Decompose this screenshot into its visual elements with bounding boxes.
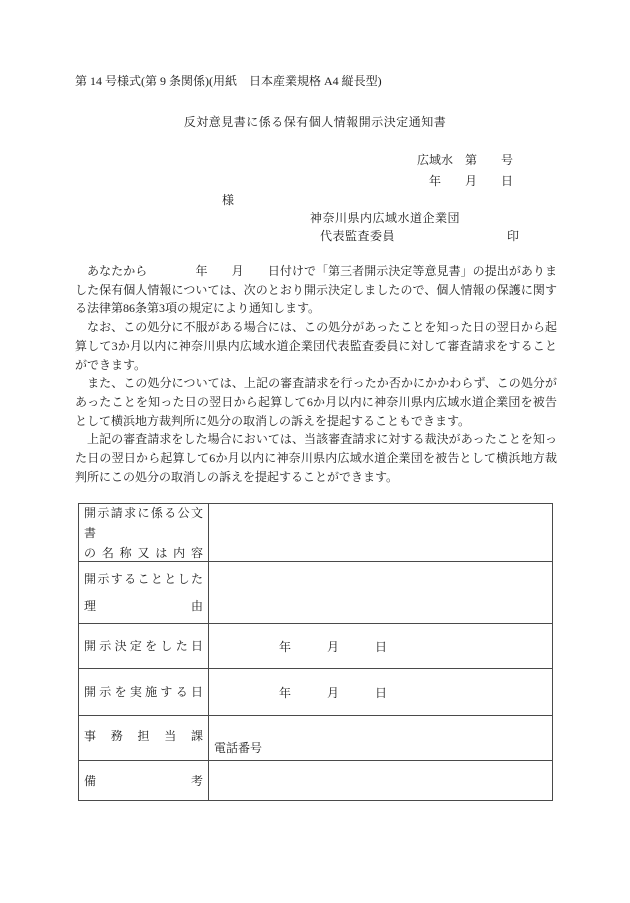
addressee-honorific: 様 bbox=[222, 193, 235, 207]
table-row-remarks bbox=[79, 760, 552, 800]
label-line: 開示決定をした日 bbox=[84, 639, 203, 653]
label-remarks bbox=[79, 761, 209, 800]
table-row-implementation-date bbox=[79, 668, 552, 715]
document-date-line: 年 月 日 bbox=[428, 174, 513, 188]
label-administrative-section bbox=[79, 716, 209, 760]
issuer-organization: 神奈川県内広域水道企業団 bbox=[310, 211, 461, 225]
label-line: 開示を実施する日 bbox=[84, 685, 203, 699]
document-title: 反対意見書に係る保有個人情報開示決定通知書 bbox=[183, 115, 447, 129]
value-administrative-section-phone: 電話番号 bbox=[214, 741, 263, 755]
document-number-line: 広域水 第 号 bbox=[416, 153, 513, 167]
value-remarks bbox=[209, 761, 552, 800]
label-line: 事務担当課 bbox=[84, 729, 203, 743]
seal-mark: 印 bbox=[507, 229, 520, 243]
body-paragraph-lawsuit: また、この処分については、上記の審査請求を行ったか否かにかかわらず、この処分があったことを知った日の翌日から起算して6か月以内に神奈川県内広域水道企業団を被告として横浜地方裁判所に処分の取消しの訴えを提起することもできます。 bbox=[75, 376, 557, 428]
table-row-document-name bbox=[79, 504, 552, 561]
label-decision-date bbox=[79, 624, 209, 668]
label-line: 開示請求に係る公文書 bbox=[84, 505, 203, 540]
issuer-role: 代表監査委員 bbox=[320, 229, 396, 243]
body-paragraph-notification: あなたから 年 月 日付けで「第三者開示決定等意見書」の提出がありました保有個人情報については、次のとおり開示決定しましたので、個人情報の保護に関する法律第86条第3項の規定により通知します。 bbox=[75, 264, 557, 316]
table-row-disclosure-reason bbox=[79, 561, 552, 623]
label-document-name bbox=[79, 504, 209, 561]
table-row-administrative-section bbox=[79, 715, 552, 760]
label-line: の名称又は内容 bbox=[84, 545, 203, 560]
label-line: 開示することとした bbox=[84, 571, 203, 586]
table-row-decision-date bbox=[79, 623, 552, 668]
label-disclosure-reason bbox=[79, 562, 209, 623]
body-text bbox=[75, 262, 557, 486]
label-line: 備考 bbox=[84, 773, 203, 788]
form-number-line: 第 14 号様式(第 9 条関係)(用紙 日本産業規格 A4 縦長型) bbox=[75, 74, 382, 88]
value-disclosure-reason bbox=[209, 562, 552, 623]
label-implementation-date bbox=[79, 669, 209, 715]
body-paragraph-lawsuit-after-review: 上記の審査請求をした場合においては、当該審査請求に対する裁決があったことを知った日の翌日から起算して6か月以内に神奈川県内広域水道企業団を被告として横浜地方裁判所にこの処分の取消しの訴えを提起することができます。 bbox=[75, 432, 557, 484]
value-document-name bbox=[209, 504, 552, 561]
label-line: 理由 bbox=[84, 598, 203, 613]
value-decision-date: 年 月 日 bbox=[279, 639, 388, 654]
value-implementation-date: 年 月 日 bbox=[279, 685, 388, 700]
notification-table bbox=[78, 503, 553, 801]
body-paragraph-review-request: なお、この処分に不服がある場合には、この処分があったことを知った日の翌日から起算して3か月以内に神奈川県内広域水道企業団代表監査委員に対して審査請求をすることができます。 bbox=[75, 320, 557, 372]
